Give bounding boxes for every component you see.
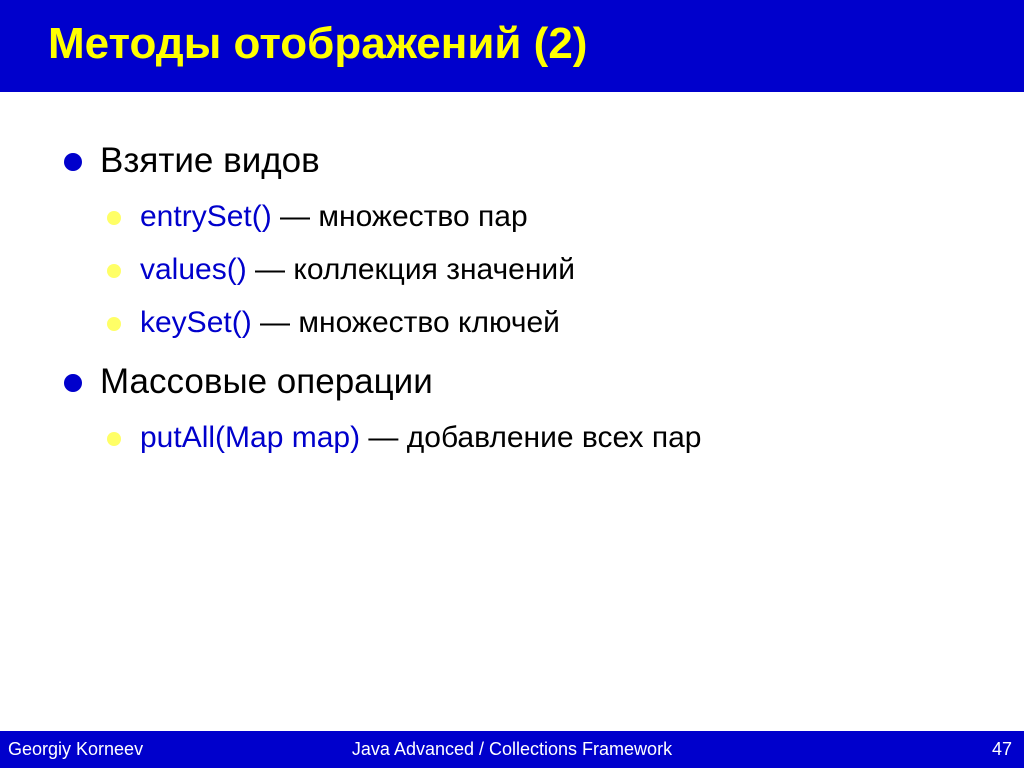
subitem-putall (140, 423, 701, 453)
slide-title: Методы отображений (2) (48, 19, 588, 68)
page-number: 47 (991, 739, 1012, 759)
subitem-entryset (140, 202, 528, 232)
subitem-values (140, 255, 575, 285)
subitem-putall-desc: — добавление всех пар (360, 421, 702, 454)
bullet-level2-icon (107, 317, 121, 331)
code-values: values() (140, 253, 247, 286)
subitem-entryset-desc: — множество пар (271, 200, 528, 233)
footer-course: Java Advanced / Collections Framework (351, 739, 673, 759)
subitem-keyset (140, 308, 560, 338)
code-entryset: entrySet() (140, 200, 272, 233)
bullet-level1-icon (64, 374, 82, 392)
bullet-level1-icon (64, 153, 82, 171)
code-keyset: keySet() (140, 306, 252, 339)
bullet-level2-icon (107, 211, 121, 225)
bullet-item-view-methods: Взятие видов (100, 141, 320, 180)
subitem-keyset-desc: — множество ключей (251, 306, 560, 339)
bullet-item-bulk-ops: Массовые операции (100, 362, 433, 401)
bullet-level2-icon (107, 264, 121, 278)
code-putall: putAll(Map map) (140, 421, 361, 454)
subitem-values-desc: — коллекция значений (246, 253, 575, 286)
bullet-level2-icon (107, 432, 121, 446)
footer-author: Georgiy Korneev (8, 739, 144, 759)
footer-bar (0, 731, 1024, 768)
